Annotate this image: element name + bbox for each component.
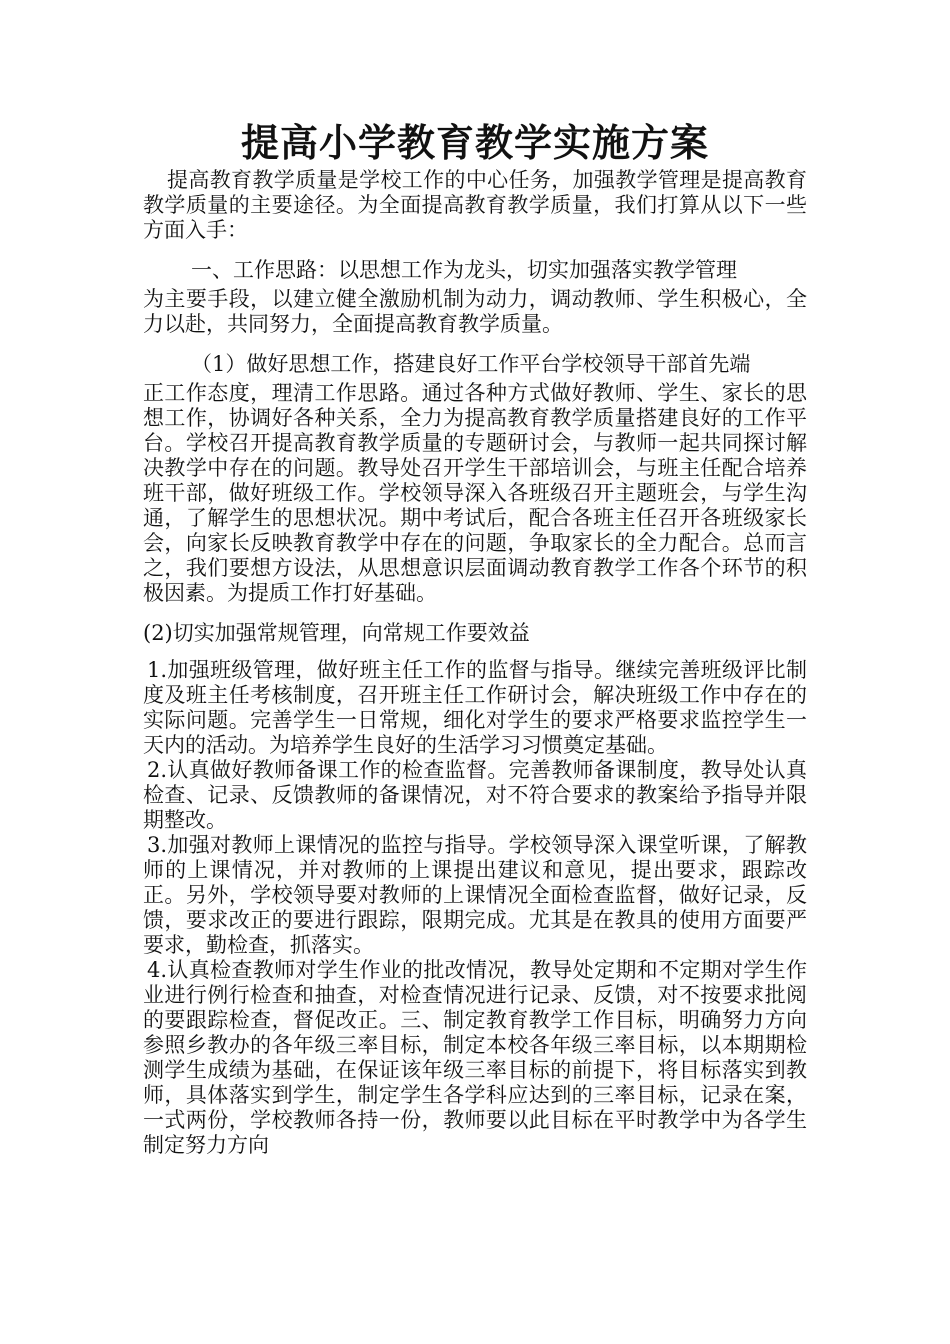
item4-paragraph: 4.认真检查教师对学生作业的批改情况，教导处定期和不定期对学生作业进行例行检查和抽查，对检查情况进行记录、反馈，对不按要求批阅的要跟踪检查，督促改正。三、制定教育教学工作目标，明确努力方向参照乡教办的各年级三率目标，制定本校各年级三率目标，以本期期检测学生成绩为基础，在保证该年级三率目标的前提下，将目标落实到教师，具体落实到学生，制定学生各学科应达到的三率目标，记录在案，一式两份，学校教师各持一份，教师要以此目标在平时教学中为各学生制定努力方向 xyxy=(143,958,807,1157)
intro-paragraph: 提高教育教学质量是学校工作的中心任务，加强教学管理是提高教育教学质量的主要途径。为全面提高教育教学质量，我们打算从以下一些方面入手： xyxy=(143,168,807,242)
section1-paragraph: 为主要手段，以建立健全激励机制为动力，调动教师、学生积极心，全力以赴，共同努力，全面提高教育教学质量。 xyxy=(143,287,807,336)
sub1-paragraph: 正工作态度，理清工作思路。通过各种方式做好教师、学生、家长的思想工作，协调好各种关系，全力为提高教育教学质量搭建良好的工作平台。学校召开提高教育教学质量的专题研讨会，与教师一起共同探讨解决教学中存在的问题。教导处召开学生干部培训会，与班主任配合培养班干部，做好班级工作。学校领导深入各班级召开主题班会，与学生沟通，了解学生的思想状况。期中考试后，配合各班主任召开各班级家长会，向家长反映教育教学中存在的问题，争取家长的全力配合。总而言之，我们要想方设法，从思想意识层面调动教育教学工作各个环节的积极因素。为提质工作打好基础。 xyxy=(143,381,807,605)
sub2-heading: (2)切实加强常规管理，向常规工作要效益 xyxy=(143,621,530,645)
item1-paragraph: 1.加强班级管理，做好班主任工作的监督与指导。继续完善班级评比制度及班主任考核制度，召开班主任工作研讨会，解决班级工作中存在的实际问题。完善学生一日常规，细化对学生的要求严格要求监控学生一天内的活动。为培养学生良好的生活学习习惯奠定基础。 xyxy=(143,658,807,757)
document-title: 提高小学教育教学实施方案 xyxy=(240,120,709,165)
item3-paragraph: 3.加强对教师上课情况的监控与指导。学校领导深入课堂听课，了解教师的上课情况，并对教师的上课提出建议和意见，提出要求，跟踪改正。另外，学校领导要对教师的上课情况全面检查监督，做好记录，反馈，要求改正的要进行跟踪，限期完成。尤其是在教具的使用方面要严要求，勤检查，抓落实。 xyxy=(143,833,807,957)
section1-first-line: 一、工作思路：以思想工作为龙头，切实加强落实教学管理 xyxy=(191,258,737,282)
document-page xyxy=(143,120,807,1158)
sub1-first-line: （1）做好思想工作，搭建良好工作平台学校领导干部首先端 xyxy=(191,352,751,376)
item2-paragraph: 2.认真做好教师备课工作的检查监督。完善教师备课制度，教导处认真检查、记录、反馈教师的备课情况，对不符合要求的教案给予指导并限期整改。 xyxy=(143,758,807,832)
